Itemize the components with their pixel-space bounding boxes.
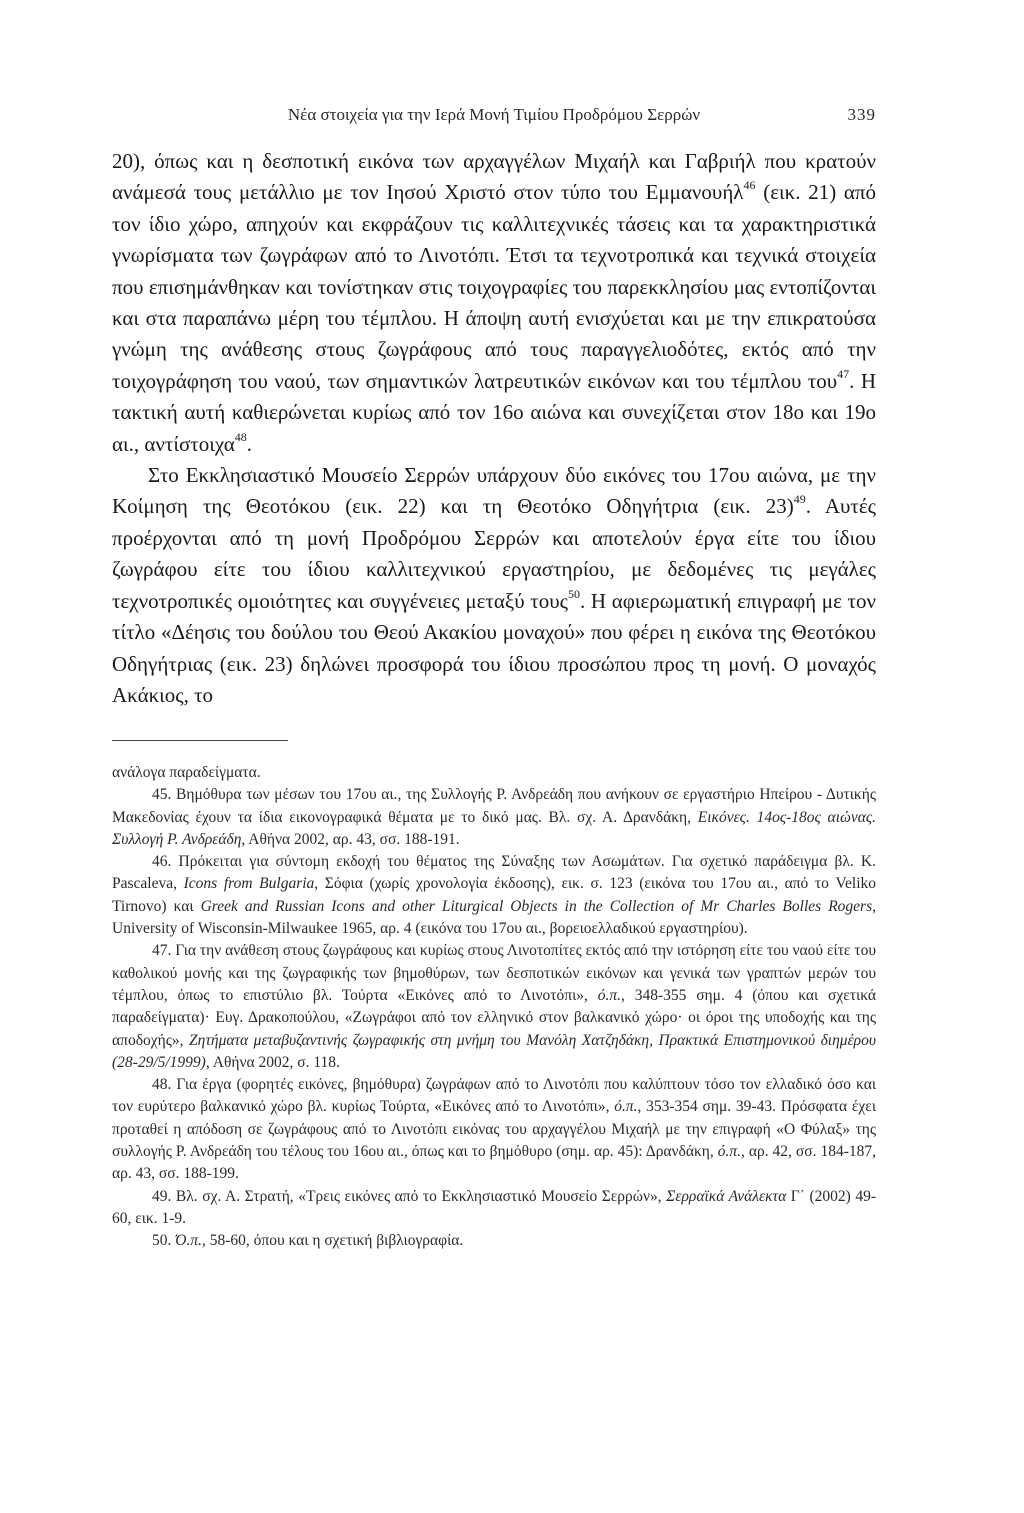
footnote-47-op-cit: ό.π. <box>597 986 621 1004</box>
footnote-47-text-b: , 348-355 σημ. 4 (όπου και σχετικά παραδείγματα)· Ευγ. Δρακοπούλου, «Ζωγράφοι από τον ελληνικό στον βαλκανικό χώρο· οι όροι της υποδοχής και της αποδοχής», <box>112 986 876 1049</box>
footnote-50-text-b: , 58-60, όπου και η σχετική βιβλιογραφία. <box>201 1232 464 1250</box>
footnote-48-text-a: 48. Για έργα (φορητές εικόνες, βημόθυρα) ζωγράφων από το Λινοτόπι που καλύπτουν τόσο τον ελλαδικό όσο και τον ευρύτερο βαλκανικό χώρο βλ. κυρίως Τούρτα, «Εικόνες από το Λινοτόπι», <box>112 1076 876 1116</box>
page-number: 339 <box>847 105 876 124</box>
footnote-47 <box>112 940 876 1074</box>
paragraph-2 <box>112 460 876 711</box>
footnote-49-text-a: 49. Βλ. σχ. Α. Στρατή, «Τρεις εικόνες από το Εκκλησιαστικό Μουσείο Σερρών», <box>152 1187 667 1205</box>
footnote-ref-47: 47 <box>837 366 850 381</box>
footnote-49-text-b: Γ΄ (2002) 49-60, εικ. 1-9. <box>112 1187 877 1227</box>
footnote-49-journal: Σερραϊκά Ανάλεκτα <box>666 1187 787 1205</box>
paragraph-2-text-a: Στο Εκκλησιαστικό Μουσείο Σερρών υπάρχουν δύο εικόνες του 17ου αιώνα, με την Κοίμηση της Θεοτόκου (εικ. 22) και τη Θεοτόκο Οδηγήτρια (εικ. 23) <box>112 463 876 519</box>
paragraph-2-text-b: . Αυτές προέρχονται από τη μονή Προδρόμου Σερρών και αποτελούν έργα είτε του ίδιου ζωγράφου είτε του ίδιου καλλιτεχνικού εργαστηρίου, με δεδομένες τις μεγάλες τεχνοτροπικές ομοιότητες και συγγένειες μεταξύ τους <box>112 494 877 613</box>
footnote-48-text-b: , 353-354 σημ. 39-43. Πρόσφατα έχει προταθεί η απόδοση σε ζωγράφους από το Λινοτόπι εικόνας του αρχαγγέλου Μιχαήλ με την επιγραφή «Ο Φύλαξ» της συλλογής Ρ. Ανδρεάδη του τέλους του 16ου αι., όπως και το βημόθυρο (σημ. αρ. 45): Δρανδάκη, <box>112 1098 876 1161</box>
footnote-49 <box>112 1186 876 1231</box>
footnote-46-text-a: 46. Πρόκειται για σύντομη εκδοχή του θέματος της Σύναξης των Ασωμάτων. Για σχετικό παράδειγμα βλ. K. Pascaleva, <box>112 853 876 893</box>
footnote-46-text-b: , Σόφια (χωρίς χρονολογία έκδοσης), εικ. σ. 123 (εικόνα του 17ου αι., από το Veliko Tirnovo) και <box>112 875 876 915</box>
footnote-ref-50: 50 <box>567 586 580 601</box>
footnote-50-text-a: 50. <box>152 1232 176 1250</box>
footnote-separator <box>112 740 288 741</box>
footnote-48 <box>112 1074 876 1185</box>
paragraph-1-text-d: . <box>246 431 253 456</box>
footnote-ref-49: 49 <box>793 492 806 507</box>
running-head <box>112 105 876 135</box>
running-title: Νέα στοιχεία για την Ιερά Μονή Τιμίου Προδρόμου Σερρών <box>287 105 701 124</box>
footnote-46-text-c: , University of Wisconsin-Milwaukee 1965, αρ. 4 (εικόνα του 17ου αι., βορειοελλαδικού εργαστηρίου). <box>112 897 876 938</box>
paragraph-2-text-c: . Η αφιερωματική επιγραφή με τον τίτλο «Δέησις του δούλου του Θεού Ακακίου μοναχού» που φέρει η εικόνα της Θεοτόκου Οδηγήτριας (εικ. 23) δηλώνει προσφορά του ίδιου προσώπου προς τη μονή. Ο μοναχός Ακάκιος, το <box>112 588 876 707</box>
paragraph-1 <box>112 146 876 460</box>
footnote-48-op-cit-2: ό.π. <box>717 1143 742 1161</box>
footnote-50-op-cit: Ό.π. <box>175 1232 202 1250</box>
footnote-48-text-c: , αρ. 42, σσ. 184-187, αρ. 43, σσ. 188-199. <box>112 1143 876 1183</box>
paragraph-1-text-c: . Η τακτική αυτή καθιερώνεται κυρίως από τον 16ο αιώνα και συνεχίζεται στον 18ο και 19ο αι., αντίστοιχα <box>112 368 876 456</box>
footnote-47-title: Ζητήματα μεταβυζαντινής ζωγραφικής στη μνήμη του Μανόλη Χατζηδάκη, Πρακτικά Επιστημονικού διημέρου (28-29/5/1999) <box>112 1031 876 1071</box>
footnote-50 <box>112 1230 876 1252</box>
footnote-45-title: Εικόνες. 14ος-18ος αιώνας. Συλλογή Ρ. Ανδρεάδη <box>112 808 876 848</box>
body-text <box>112 146 876 711</box>
footnote-48-op-cit-1: ό.π. <box>614 1098 638 1116</box>
footnote-45-text-a: 45. Βημόθυρα των μέσων του 17ου αι., της Συλλογής Ρ. Ανδρεάδη που ανήκουν σε εργαστήριο Ηπείρου - Δυτικής Μακεδονίας έχουν τα ίδια εικονογραφικά θέματα με το δικό μας. Βλ. σχ. Α. Δρανδάκη, <box>112 786 876 826</box>
paragraph-1-text-b: (εικ. 21) από τον ίδιο χώρο, απηχούν και εκφράζουν τις καλλιτεχνικές τάσεις και τα χαρακτηριστικά γνωρίσματα των ζωγράφων από το Λινοτόπι. Έτσι τα τεχνοτροπικά και τεχνικά στοιχεία που επισημάνθηκαν και τονίστηκαν στις τοιχογραφίες του παρεκκλησίου μας εντοπίζονται και στα παραπάνω μέρη του τέμπλου. Η άποψη αυτή ενισχύεται και με την επικρατούσα γνώμη της ανάθεσης στους ζωγράφους από τους παραγγελιοδότες, εκτός από την τοιχογράφηση του ναού, των σημαντικών λατρευτικών εικόνων και του τέμπλου του <box>112 180 876 393</box>
footnote-47-text-c: , Αθήνα 2002, σ. 118. <box>205 1053 340 1071</box>
footnotes <box>112 762 876 1253</box>
footnote-46-title-2: Greek and Russian Icons and other Liturgical Objects in the Collection of Mr Charles Bolles Rogers <box>200 897 873 915</box>
footnote-ref-48: 48 <box>234 429 247 444</box>
footnote-continuation: ανάλογα παραδείγματα. <box>112 764 261 781</box>
footnote-46-title-1: Icons from Bulgaria <box>183 875 315 893</box>
footnote-47-text-a: 47. Για την ανάθεση στους ζωγράφους και κυρίως στους Λινοτοπίτες εκτός από την ιστόρηση είτε του ναού είτε του καθολικού μονής και της ζωγραφικής των βημοθύρων, των δεσποτικών εικόνων και γενικά των γραπτών μερών του τέμπλου, όπως το επιστύλιο βλ. Τούρτα «Εικόνες από το Λινοτόπι», <box>112 942 876 1004</box>
footnote-46 <box>112 851 876 940</box>
footnote-ref-46: 46 <box>743 178 756 193</box>
footnote-45-text-b: , Αθήνα 2002, αρ. 43, σσ. 188-191. <box>241 830 460 848</box>
footnote-45 <box>112 784 876 851</box>
paragraph-1-text-a: 20), όπως και η δεσποτική εικόνα των αρχαγγέλων Μιχαήλ και Γαβριήλ που κρατούν ανάμεσά τους μετάλλιο με τον Ιησού Χριστό στον τύπο του Εμμανουήλ <box>112 149 876 205</box>
